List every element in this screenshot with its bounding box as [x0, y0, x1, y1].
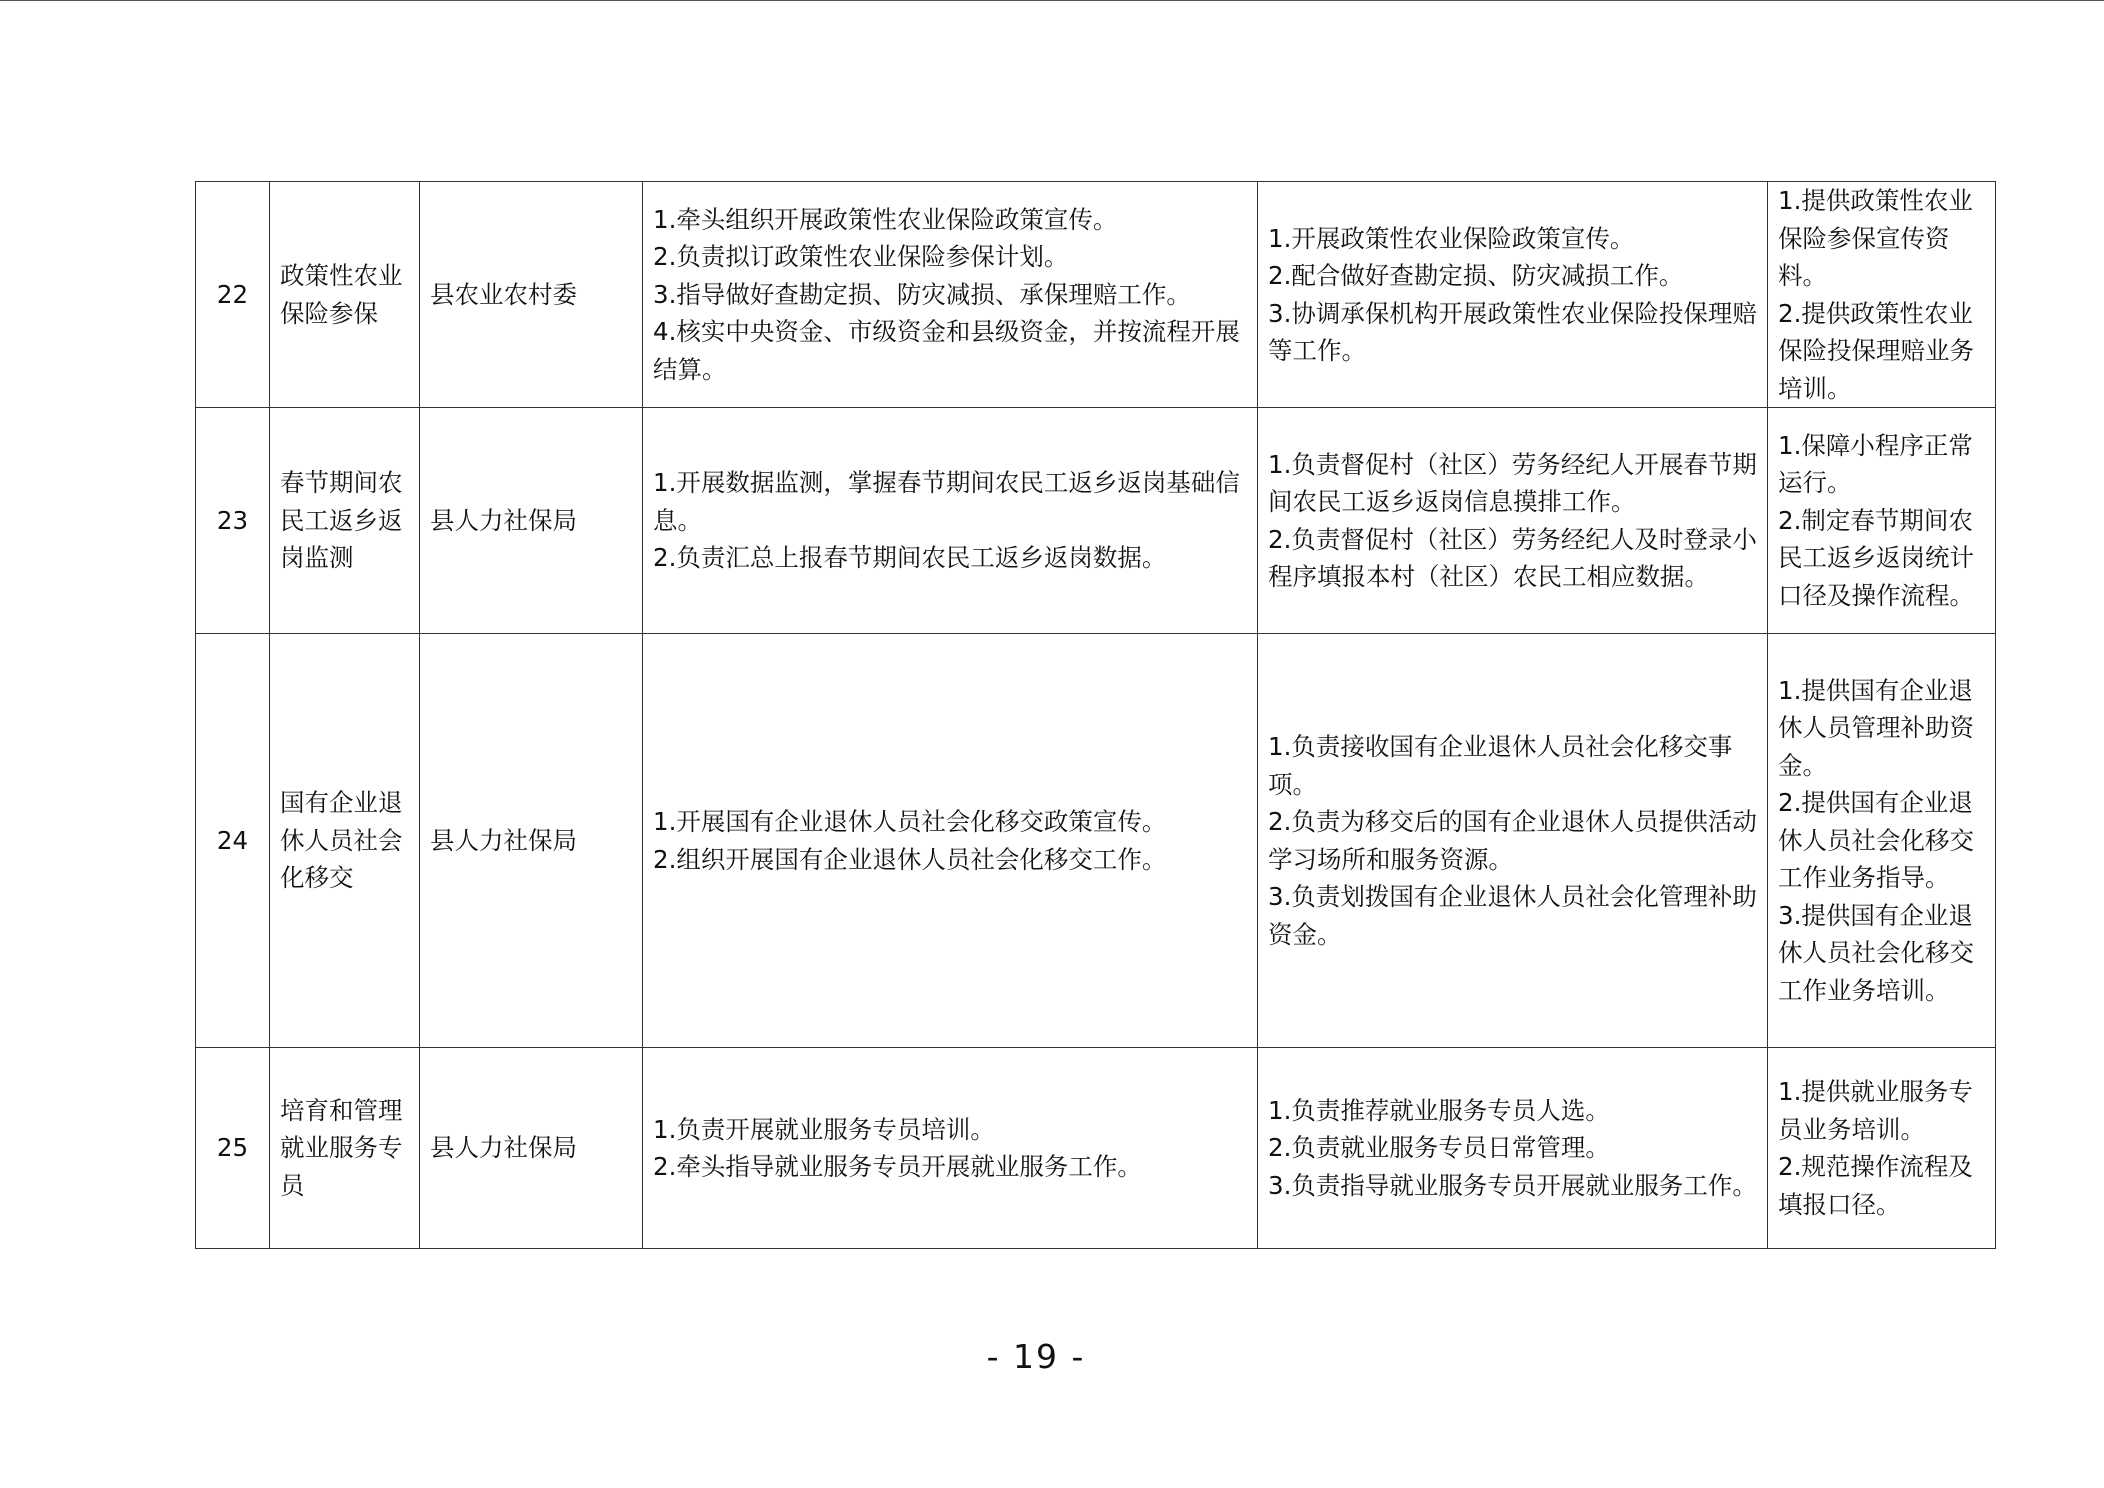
row-number: 24: [196, 634, 270, 1048]
item-name: 政策性农业保险参保: [270, 182, 420, 408]
item-name: 培育和管理就业服务专员: [270, 1048, 420, 1249]
county-duties: [643, 182, 1258, 408]
duty-line: 1.保障小程序正常运行。: [1778, 430, 1973, 498]
row-number: 23: [196, 408, 270, 634]
duty-line: 1.提供就业服务专员业务培训。: [1778, 1077, 1973, 1144]
duty-line: 2.制定春节期间农民工返乡返岗统计口径及操作流程。: [1778, 505, 1974, 610]
duty-line: 1.开展数据监测，掌握春节期间农民工返乡返岗基础信息。: [653, 468, 1240, 535]
duty-line: 2.规范操作流程及填报口径。: [1778, 1152, 1973, 1219]
duty-line: 1.提供国有企业退休人员管理补助资金。: [1778, 675, 1974, 780]
lead-department: 县人力社保局: [420, 1048, 643, 1249]
county-duties: [643, 634, 1258, 1048]
city-support: [1768, 1048, 1996, 1249]
responsibility-table: [195, 181, 1996, 1249]
lead-department: 县农业农村委: [420, 182, 643, 408]
duty-line: 1.负责推荐就业服务专员人选。: [1268, 1095, 1610, 1125]
duty-line: 2.负责督促村（社区）劳务经纪人及时登录小程序填报本村（社区）农民工相应数据。: [1268, 524, 1757, 591]
duty-line: 2.负责汇总上报春节期间农民工返乡返岗数据。: [653, 543, 1167, 573]
duty-line: 4.核实中央资金、市级资金和县级资金，并按流程开展结算。: [653, 317, 1240, 384]
duty-line: 2.负责就业服务专员日常管理。: [1268, 1133, 1610, 1163]
table-row: [196, 408, 1996, 634]
township-duties: [1258, 1048, 1768, 1249]
township-duties: [1258, 634, 1768, 1048]
duty-line: 1.负责开展就业服务专员培训。: [653, 1114, 995, 1144]
row-number: 25: [196, 1048, 270, 1249]
page-number: - 19 -: [986, 1337, 1086, 1376]
county-duties: [643, 1048, 1258, 1249]
duty-line: 1.负责督促村（社区）劳务经纪人开展春节期间农民工返乡返岗信息摸排工作。: [1268, 449, 1757, 516]
duty-line: 2.配合做好查勘定损、防灾减损工作。: [1268, 261, 1684, 290]
duty-line: 2.提供国有企业退休人员社会化移交工作业务指导。: [1778, 788, 1974, 893]
duty-line: 2.负责拟订政策性农业保险参保计划。: [653, 242, 1069, 272]
duty-line: 2.提供政策性农业保险投保理赔业务培训。: [1778, 298, 1974, 403]
table-row: [196, 1048, 1996, 1249]
duty-line: 1.开展国有企业退休人员社会化移交政策宣传。: [653, 807, 1167, 836]
duty-line: 3.指导做好查勘定损、防灾减损、承保理赔工作。: [653, 279, 1191, 309]
city-support: [1768, 408, 1996, 634]
table-row: [196, 634, 1996, 1048]
duty-line: 1.开展政策性农业保险政策宣传。: [1268, 223, 1635, 253]
page-top-border: [0, 0, 2104, 1]
lead-department: 县人力社保局: [420, 408, 643, 634]
duty-line: 2.组织开展国有企业退休人员社会化移交工作。: [653, 844, 1167, 874]
row-number: 22: [196, 182, 270, 408]
duty-line: 3.负责划拨国有企业退休人员社会化管理补助资金。: [1268, 882, 1757, 949]
duty-line: 1.负责接收国有企业退休人员社会化移交事项。: [1268, 732, 1733, 799]
item-name: 国有企业退休人员社会化移交: [270, 634, 420, 1048]
city-support: [1768, 182, 1996, 408]
lead-department: 县人力社保局: [420, 634, 643, 1048]
county-duties: [643, 408, 1258, 634]
township-duties: [1258, 408, 1768, 634]
duty-line: 3.提供国有企业退休人员社会化移交工作业务培训。: [1778, 900, 1974, 1005]
duty-line: 1.牵头组织开展政策性农业保险政策宣传。: [653, 204, 1118, 234]
duty-line: 1.提供政策性农业保险参保宣传资料。: [1778, 186, 1973, 290]
table-row: [196, 182, 1996, 408]
duty-line: 2.牵头指导就业服务专员开展就业服务工作。: [653, 1152, 1142, 1181]
duty-line: 2.负责为移交后的国有企业退休人员提供活动学习场所和服务资源。: [1268, 807, 1757, 874]
duty-line: 3.负责指导就业服务专员开展就业服务工作。: [1268, 1170, 1757, 1200]
township-duties: [1258, 182, 1768, 408]
duty-line: 3.协调承保机构开展政策性农业保险投保理赔等工作。: [1268, 298, 1757, 365]
item-name: 春节期间农民工返乡返岗监测: [270, 408, 420, 634]
city-support: [1768, 634, 1996, 1048]
